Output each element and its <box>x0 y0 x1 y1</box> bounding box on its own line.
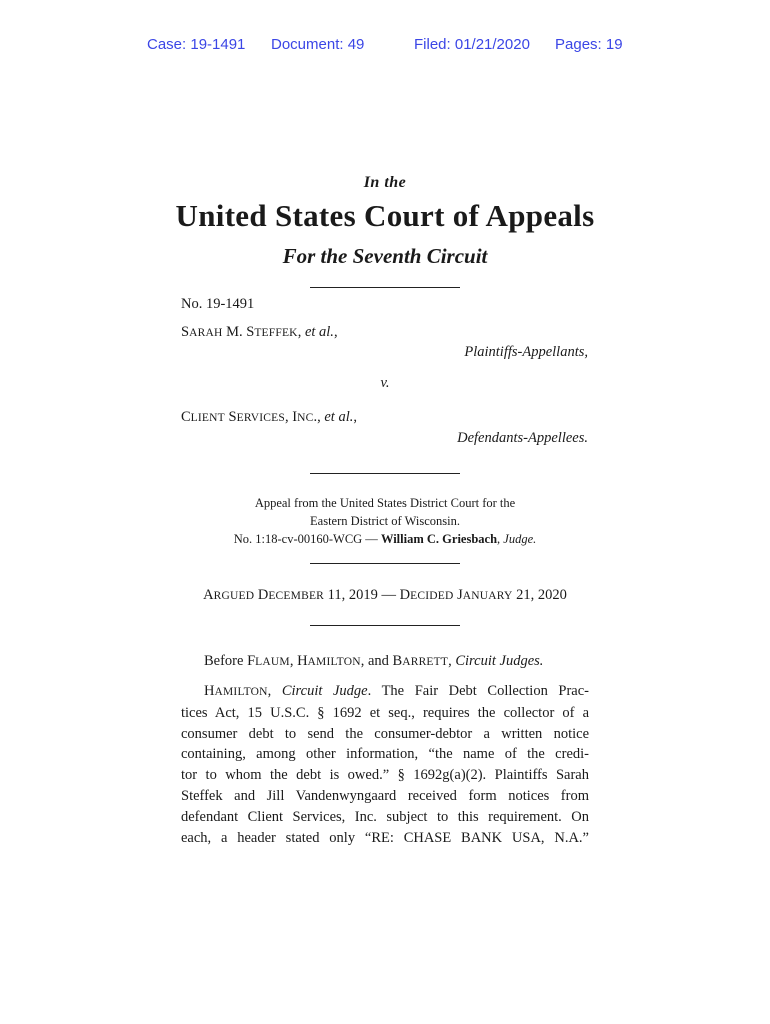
divider-rule <box>310 625 460 626</box>
document-number-stamp: Document: 49 <box>271 36 365 53</box>
opinion-line: Steffek and Jill Vandenwyngaard received form notices from <box>181 787 589 804</box>
argued-month: ECEMBER <box>268 590 325 602</box>
author-name: AMILTON <box>214 686 268 698</box>
judge-flaum: LAUM <box>255 656 290 668</box>
author-title: Circuit Judge <box>281 683 368 699</box>
party-1-initial: S <box>181 324 190 340</box>
opinion-line: each, a header stated only “RE: CHASE BANK USA, N.A.” <box>181 829 589 846</box>
argued-decided-dates <box>0 587 770 604</box>
district-judge-name: William C. Griesbach <box>380 532 498 546</box>
party-2-c: C <box>181 409 191 425</box>
argued-d: D <box>254 587 269 603</box>
opinion-line-1-rest: . The Fair Debt Collection Prac- <box>367 683 590 699</box>
decided-j: J <box>453 587 463 603</box>
court-circuit: For the Seventh Circuit <box>282 244 488 268</box>
judge-separator: , <box>497 532 504 546</box>
opinion-line: defendant Client Services, Inc. subject to this requirement. On <box>181 808 589 825</box>
argued-date: 11, 2019 — D <box>324 587 411 603</box>
party-2-services: ERVICES <box>236 412 285 424</box>
appeal-line-3 <box>0 530 770 548</box>
opinion-text <box>181 681 589 848</box>
decided-date: 21, 2020 <box>512 587 567 603</box>
divider-rule <box>310 287 460 288</box>
party-2-s: S <box>224 409 237 425</box>
party-1-suffix: , <box>297 324 305 340</box>
argued-a: A <box>203 587 214 603</box>
panel-judges <box>204 653 543 670</box>
versus: v. <box>380 375 390 391</box>
filing-header <box>0 36 770 58</box>
author-sep: , <box>267 683 282 699</box>
opinion-line: consumer debt to send the consumer-debtor a written notice <box>181 725 589 742</box>
panel-sep-1: , H <box>289 653 308 669</box>
divider-rule <box>310 563 460 564</box>
court-heading-in-the: In the <box>363 174 407 191</box>
appeal-line-2: Eastern District of Wisconsin. <box>310 514 460 528</box>
party-2-client: LIENT <box>190 412 225 424</box>
party-2-et-al: et al. <box>324 409 354 425</box>
argued-label: RGUED <box>213 590 255 602</box>
party-1-first-name: ARAH <box>189 327 223 339</box>
party-2-suffix: ., <box>313 409 325 425</box>
case-number: No. 19-1491 <box>181 296 255 312</box>
party-1-middle: M. S <box>222 324 255 340</box>
divider-rule <box>310 473 460 474</box>
page-count-stamp: Pages: 19 <box>555 36 623 53</box>
appeal-origin <box>0 494 770 548</box>
court-name: United States Court of Appeals <box>175 198 595 233</box>
appeal-line-1: Appeal from the United States District Court for the <box>254 496 516 510</box>
party-2-inc: NC <box>297 412 314 424</box>
decided-label: ECIDED <box>410 590 454 602</box>
panel-sep-3: , <box>448 653 456 669</box>
opinion-line: tices Act, 15 U.S.C. § 1692 et seq., requires the collector of a <box>181 704 589 721</box>
appellee-role: Defendants-Appellees. <box>457 430 588 446</box>
appellee-party <box>181 409 357 426</box>
panel-title: Circuit Judges. <box>455 653 544 669</box>
party-2-comma: , <box>353 409 357 425</box>
appellant-role: Plaintiffs-Appellants, <box>464 344 588 360</box>
judge-barrett: ARRETT <box>402 656 449 668</box>
party-1-et-al: et al. <box>304 324 334 340</box>
before-text: Before F <box>204 653 256 669</box>
filed-date-stamp: Filed: 01/21/2020 <box>414 36 530 53</box>
district-case-number: No. 1:18-cv-00160-WCG — <box>233 532 381 546</box>
district-judge-title: Judge. <box>503 532 537 546</box>
decided-month: ANUARY <box>462 590 513 602</box>
judge-hamilton: AMILTON <box>307 656 361 668</box>
author-h: H <box>204 683 215 699</box>
case-number-stamp: Case: 19-1491 <box>147 36 246 53</box>
party-1-last-name: TEFFEK <box>254 327 298 339</box>
opinion-line: containing, among other information, “the name of the credi- <box>181 746 589 763</box>
appellant-party <box>181 324 338 341</box>
party-1-comma: , <box>333 324 338 340</box>
opinion-line: tor to whom the debt is owed.” § 1692g(a)(2). Plaintiffs Sarah <box>181 767 589 784</box>
opinion-line <box>181 681 589 703</box>
party-2-i: , I <box>285 409 298 425</box>
panel-sep-2: , and B <box>360 653 403 669</box>
